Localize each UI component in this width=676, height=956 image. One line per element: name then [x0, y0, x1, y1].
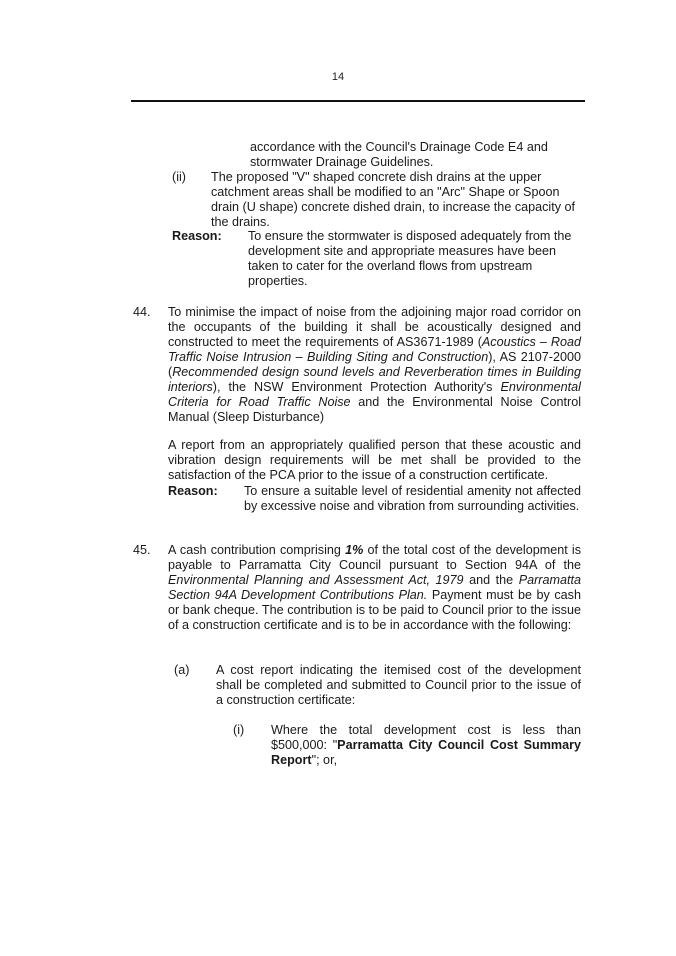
cond45-sub-i-label: (i)	[233, 723, 245, 737]
cond43-para-tail: accordance with the Council's Drainage Code E4 and stormwater Drainage Guidelines.	[250, 140, 548, 169]
cond45-sub-a-text: A cost report indicating the itemised cost of the development shall be completed and submitted to Council prior to the issue of a construction certificate:	[216, 663, 581, 707]
cond45-number: 45.	[133, 543, 151, 557]
cond43-sub-ii-text: The proposed "V" shaped concrete dish drains at the upper catchment areas shall be modified to an "Arc" Shape or Spoon drain (U shape) concrete dished drain, to increase the capacity of the drains.	[211, 170, 576, 229]
cond45-paragraph-1: A cash contribution comprising 1% of the total cost of the development is payable to Parramatta City Council pursuant to Section 94A of the Environmental Planning and Assessment Act, 1979 and the Parramatta Section 94A Development Contributions Plan. Payment must be by cash or bank cheque. The contribution is to be paid to Council prior to the issue of a construction certificate and is to be in accordance with the following:	[168, 543, 581, 632]
cond44-reason-text: To ensure a suitable level of residential amenity not affected by excessive noise and vibration from surrounding activities.	[244, 484, 581, 513]
cond43-reason-label: Reason:	[172, 229, 222, 243]
cond44-paragraph-2: A report from an appropriately qualified person that these acoustic and vibration design requirements will be met shall be provided to the satisfaction of the PCA prior to the issue of a construction certificate.	[168, 438, 581, 482]
cond43-reason-text: To ensure the stormwater is disposed adequately from the development site and appropriate measures have been taken to cater for the overland flows from upstream properties.	[248, 229, 572, 288]
cond43-sub-ii-label: (ii)	[172, 170, 186, 184]
cond44-reason-label: Reason:	[168, 484, 218, 498]
header-rule	[131, 100, 585, 102]
page-number: 14	[331, 71, 345, 83]
cond45-sub-a-label: (a)	[174, 663, 190, 677]
cond45-sub-i-text: Where the total development cost is less than $500,000: "Parramatta City Council Cost Summary Report"; or,	[271, 723, 581, 767]
cond44-paragraph-1: To minimise the impact of noise from the adjoining major road corridor on the occupants of the building it shall be acoustically designed and constructed to meet the requirements of AS3671-1989 (Acoustics – Road Traffic Noise Intrusion – Building Siting and Construction), AS 2107-2000 (Recommended design sound levels and Reverberation times in Building interiors), the NSW Environment Protection Authority's Environmental Criteria for Road Traffic Noise and the Environmental Noise Control Manual (Sleep Disturbance)	[168, 305, 581, 424]
cond44-number: 44.	[133, 305, 151, 319]
